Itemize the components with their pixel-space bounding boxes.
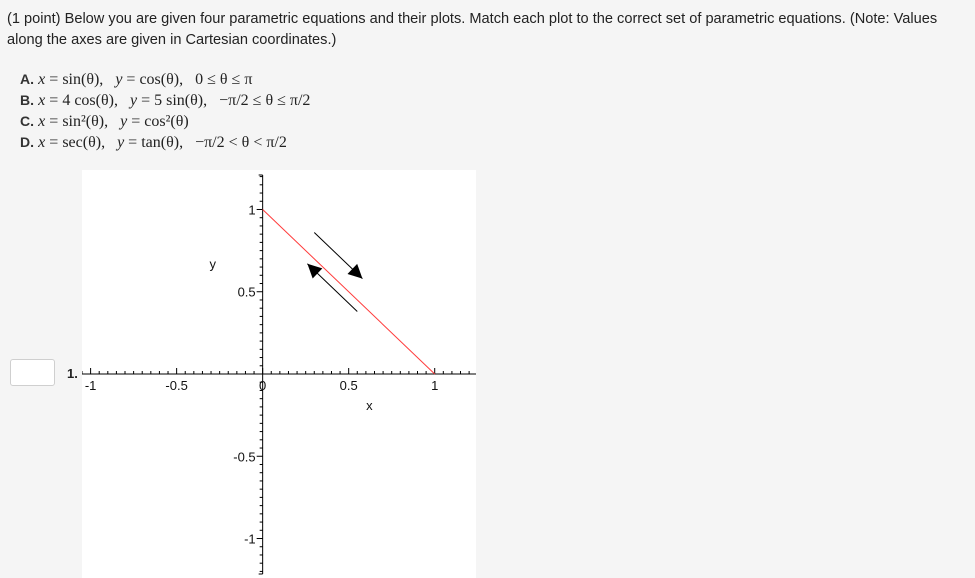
option-x-expr: sin(θ), (62, 71, 104, 88)
option-x-expr: 4 cos(θ), (62, 92, 118, 109)
option-x-expr: sin²(θ), (62, 113, 109, 130)
option-x-expr: sec(θ), (62, 134, 106, 151)
option-y-expr: 5 sin(θ), (154, 92, 208, 109)
option-letter: C. (20, 113, 34, 129)
y-tick-label: -1 (244, 531, 256, 547)
x-tick-label: -0.5 (165, 378, 188, 393)
plot-number: 1. (67, 366, 78, 381)
x-tick-label: 0.5 (339, 378, 358, 393)
option-a: A. x = sin(θ), y = cos(θ), 0 ≤ θ ≤ π (20, 71, 253, 88)
option-range: −π/2 < θ < π/2 (195, 134, 287, 151)
options-list (20, 69, 310, 153)
option-range: −π/2 ≤ θ ≤ π/2 (219, 92, 311, 109)
option-y-expr: cos(θ), (139, 71, 184, 88)
option-letter: B. (20, 92, 34, 108)
x-axis-label: x (366, 398, 373, 414)
y-axis-label: y (209, 256, 217, 272)
x-tick-label: -1 (84, 378, 97, 393)
x-tick-label: 0 (259, 378, 267, 393)
option-c: C. x = sin²(θ), y = cos²(θ) (20, 113, 189, 130)
option-letter: D. (20, 134, 34, 150)
y-tick-label: -0.5 (233, 449, 256, 465)
y-tick-label: 1 (248, 202, 256, 218)
answer-input[interactable] (10, 359, 55, 386)
parametric-plot (82, 170, 476, 578)
option-b: B. x = 4 cos(θ), y = 5 sin(θ), −π/2 ≤ θ ≤ π/2 (20, 92, 311, 109)
option-y-expr: tan(θ), (141, 134, 184, 151)
option-letter: A. (20, 71, 34, 87)
option-d: D. x = sec(θ), y = tan(θ), −π/2 < θ < π/2 (20, 134, 287, 151)
option-y-expr: cos²(θ) (144, 113, 189, 130)
y-tick-label: 0.5 (237, 284, 256, 300)
option-range: 0 ≤ θ ≤ π (195, 71, 253, 88)
question-text: (1 point) Below you are given four parametric equations and their plots. Match each plot to the correct set of parametric equations. (Note: Values along the axes are given in Cartesian coordinates.) (7, 11, 938, 48)
x-tick-label: 1 (431, 378, 439, 393)
